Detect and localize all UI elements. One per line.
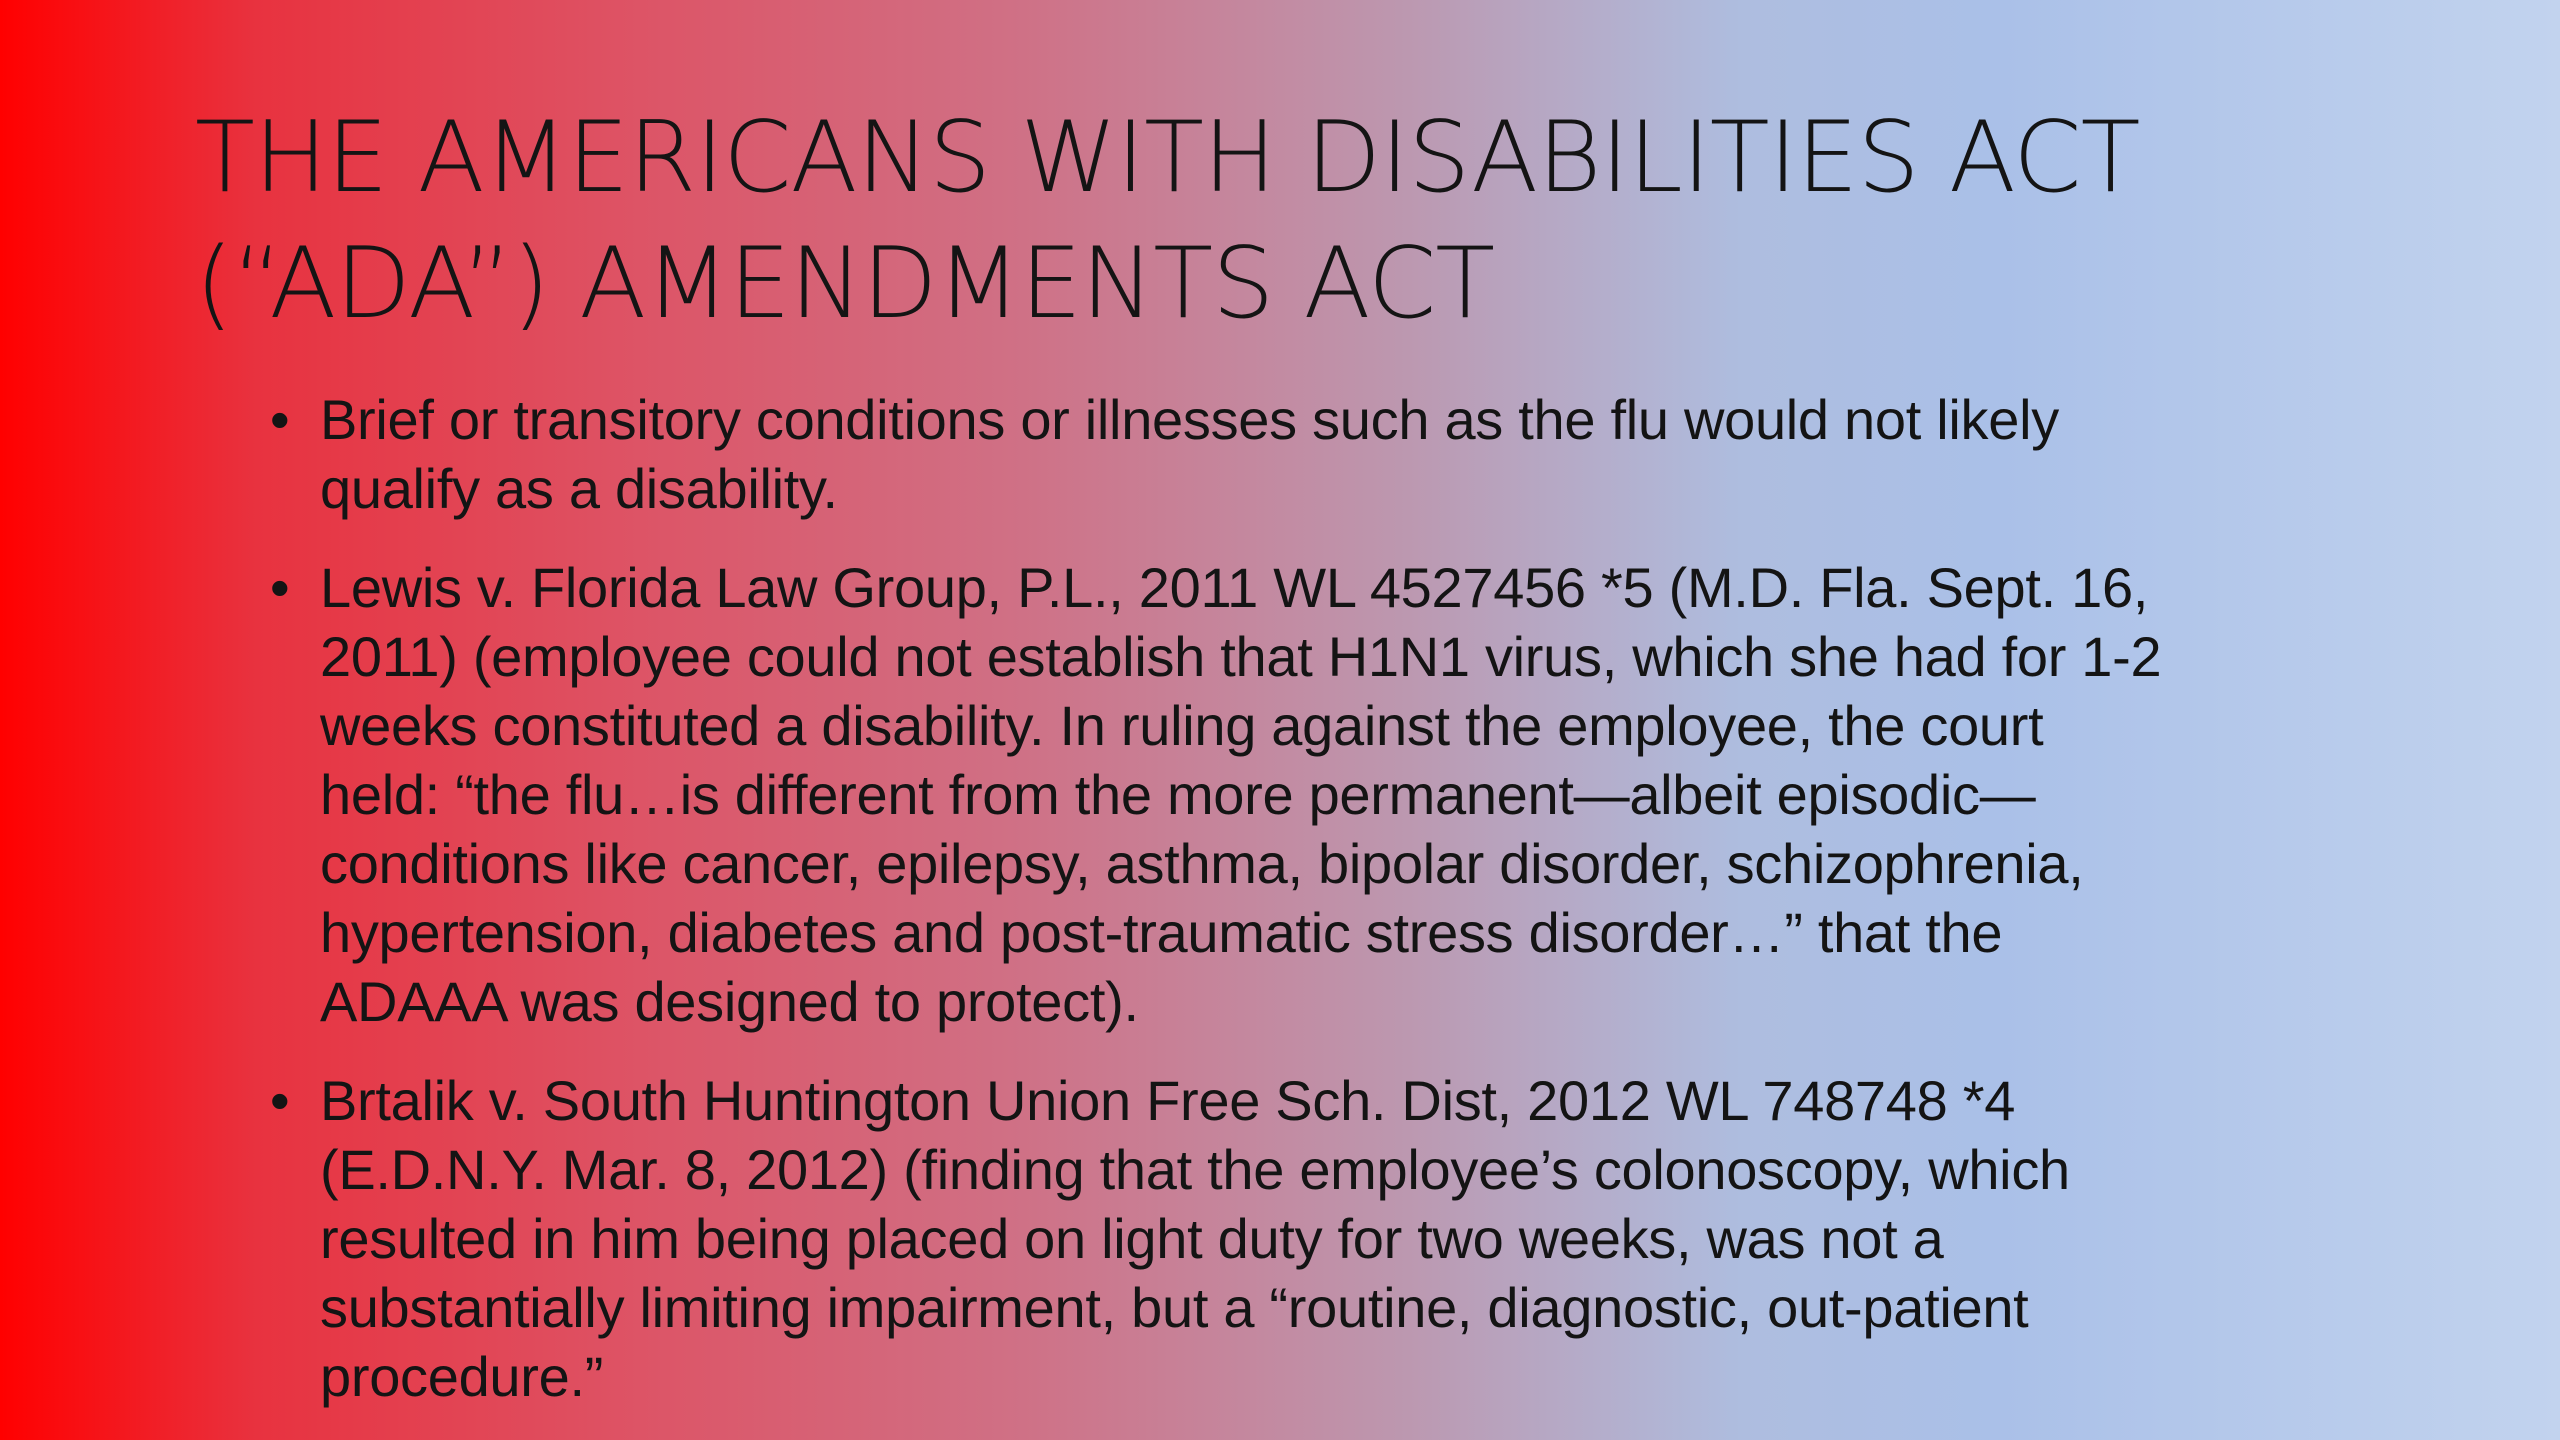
bullet-dot-icon: • — [270, 1069, 290, 1132]
bullet-item — [270, 553, 2320, 1036]
bullet-item — [270, 1066, 2320, 1411]
bullet-text-line: held: “the flu…is different from the more permanent—albeit episodic— — [320, 763, 2036, 826]
bullet-item — [270, 385, 2320, 523]
slide-title — [195, 95, 2445, 347]
bullet-text-line: resulted in him being placed on light duty for two weeks, was not a — [320, 1207, 1944, 1270]
bullet-text-line: Brief or transitory conditions or illnesses such as the flu would not likely — [320, 388, 2059, 451]
bullet-dot-icon: • — [270, 388, 290, 451]
bullet-text-line: 2011) (employee could not establish that H1N1 virus, which she had for 1-2 — [320, 625, 2162, 688]
bullet-text-line: conditions like cancer, epilepsy, asthma, bipolar disorder, schizophrenia, — [320, 832, 2084, 895]
bullet-text-line: ADAAA was designed to protect). — [320, 970, 1139, 1033]
bullet-text-line: Lewis v. Florida Law Group, P.L., 2011 WL 4527456 *5 (M.D. Fla. Sept. 16, — [320, 556, 2149, 619]
bullet-text-line: procedure.” — [320, 1345, 604, 1408]
bullet-text-line: Brtalik v. South Huntington Union Free Sch. Dist, 2012 WL 748748 *4 — [320, 1069, 2016, 1132]
bullet-list — [270, 385, 2320, 1440]
bullet-text-line: (E.D.N.Y. Mar. 8, 2012) (finding that the employee’s colonoscopy, which — [320, 1138, 2070, 1201]
bullet-text-line: qualify as a disability. — [320, 457, 838, 520]
title-line: (“ADA”) AMENDMENTS ACT — [195, 227, 1495, 341]
bullet-text-line: substantially limiting impairment, but a “routine, diagnostic, out-patient — [320, 1276, 2029, 1339]
bullet-text-line: hypertension, diabetes and post-traumatic stress disorder…” that the — [320, 901, 2003, 964]
bullet-dot-icon: • — [270, 556, 290, 619]
bullet-text-line: weeks constituted a disability. In ruling against the employee, the court — [320, 694, 2044, 757]
title-line: THE AMERICANS WITH DISABILITIES ACT — [195, 101, 2140, 215]
